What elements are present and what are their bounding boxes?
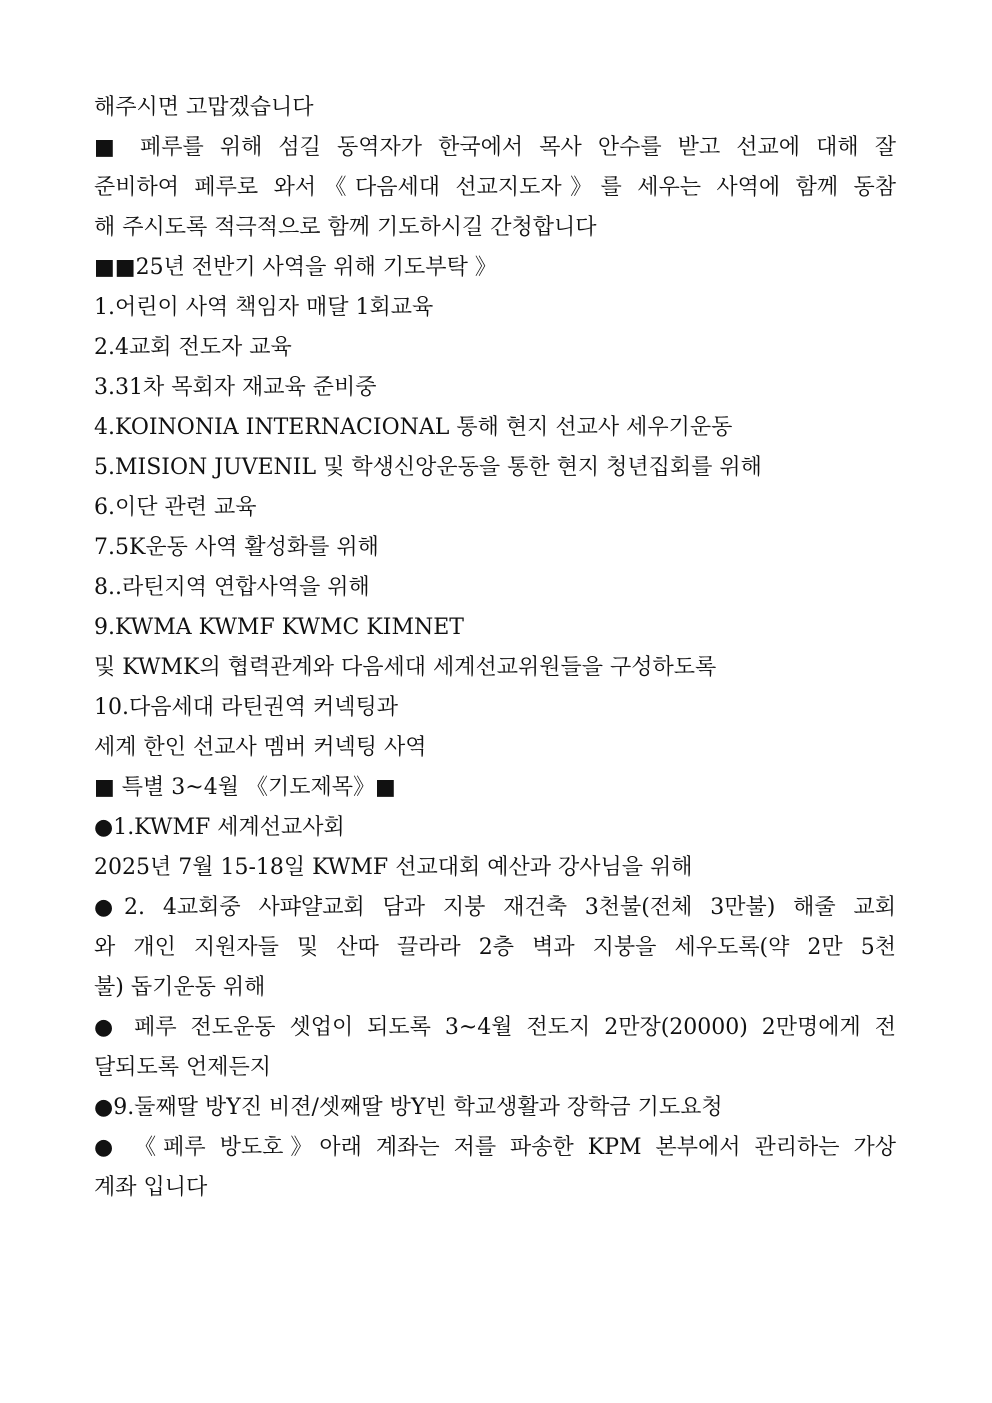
list-item bbox=[94, 608, 896, 648]
text-line: ●1.KWMF 세계선교사회 bbox=[94, 815, 345, 840]
list-item bbox=[94, 328, 896, 368]
text-line: ●9.둘째딸 방Y진 비젼/셋째딸 방Y빈 학교생활과 장학금 기도요청 bbox=[94, 1095, 723, 1120]
text-line: 3.31차 목회자 재교육 준비중 bbox=[94, 375, 377, 400]
section-heading-prayer-requests bbox=[94, 248, 896, 288]
paragraph-closing-thanks bbox=[94, 88, 896, 128]
text-line: 9.KWMA KWMF KWMC KIMNET bbox=[94, 615, 464, 640]
text-line: 와 개인 지원자들 및 산따 끌라라 2층 벽과 지붕을 세우도록(약 2만 5천 bbox=[94, 935, 896, 960]
list-item bbox=[94, 528, 896, 568]
text-line: 불) 돕기운동 위해 bbox=[94, 975, 266, 1000]
text-line: 2025년 7월 15-18일 KWMF 선교대회 예산과 강사님을 위해 bbox=[94, 855, 693, 880]
bullet-item-continued bbox=[94, 848, 896, 888]
list-item bbox=[94, 368, 896, 408]
paragraph-coworker-request bbox=[94, 128, 896, 248]
text-line: 해주시면 고맙겠습니다 bbox=[94, 95, 314, 120]
text-line: 6.이단 관련 교육 bbox=[94, 495, 257, 520]
bullet-item-evangelism bbox=[94, 1008, 896, 1088]
bullet-item-account bbox=[94, 1128, 896, 1208]
text-line: 준비하여 페루로 와서《다음세대 선교지도자》를 세우는 사역에 함께 동참 bbox=[94, 175, 896, 200]
text-line: ■■25년 전반기 사역을 위해 기도부탁 》 bbox=[94, 255, 497, 280]
text-line: ●2. 4교회중 사퍄얄교회 담과 지붕 재건축 3천불(전체 3만불) 해줄 교회 bbox=[94, 895, 896, 920]
text-line: 10.다음세대 라틴권역 커넥팅과 bbox=[94, 695, 398, 720]
text-line: ■ 페루를 위해 섬길 동역자가 한국에서 목사 안수를 받고 선교에 대해 잘 bbox=[94, 135, 896, 160]
text-line: 8..라틴지역 연합사역을 위해 bbox=[94, 575, 370, 600]
text-line: 5.MISION JUVENIL 및 학생신앙운동을 통한 현지 청년집회를 위해 bbox=[94, 455, 762, 480]
list-item bbox=[94, 688, 896, 728]
bullet-item-church-rebuild bbox=[94, 888, 896, 1008]
list-item-continued bbox=[94, 648, 896, 688]
list-item-continued bbox=[94, 728, 896, 768]
list-item bbox=[94, 448, 896, 488]
list-item bbox=[94, 568, 896, 608]
text-line: ● 《페루 방도호》아래 계좌는 저를 파송한 KPM 본부에서 관리하는 가상 bbox=[94, 1135, 896, 1160]
text-line: ■ 특별 3~4월 《기도제목》■ bbox=[94, 775, 396, 800]
list-item bbox=[94, 288, 896, 328]
text-line: 해 주시도록 적극적으로 함께 기도하시길 간청합니다 bbox=[94, 215, 597, 240]
text-line: 4.KOINONIA INTERNACIONAL 통해 현지 선교사 세우기운동 bbox=[94, 415, 733, 440]
text-line: 7.5K운동 사역 활성화를 위해 bbox=[94, 535, 379, 560]
text-line: ● 페루 전도운동 셋업이 되도록 3~4월 전도지 2만장(20000) 2만명에게 전 bbox=[94, 1015, 896, 1040]
bullet-item-daughters bbox=[94, 1088, 896, 1128]
document-body bbox=[94, 88, 896, 1208]
text-line: 1.어린이 사역 책임자 매달 1회교육 bbox=[94, 295, 434, 320]
text-line: 및 KWMK의 협력관계와 다음세대 세계선교위원들을 구성하도록 bbox=[94, 655, 717, 680]
text-line: 세계 한인 선교사 멤버 커넥팅 사역 bbox=[94, 735, 427, 760]
bullet-item bbox=[94, 808, 896, 848]
section-heading-special-prayer bbox=[94, 768, 896, 808]
list-item bbox=[94, 488, 896, 528]
text-line: 달되도록 언제든지 bbox=[94, 1055, 272, 1080]
text-line: 2.4교회 전도자 교육 bbox=[94, 335, 292, 360]
text-line: 계좌 입니다 bbox=[94, 1175, 208, 1200]
list-item bbox=[94, 408, 896, 448]
